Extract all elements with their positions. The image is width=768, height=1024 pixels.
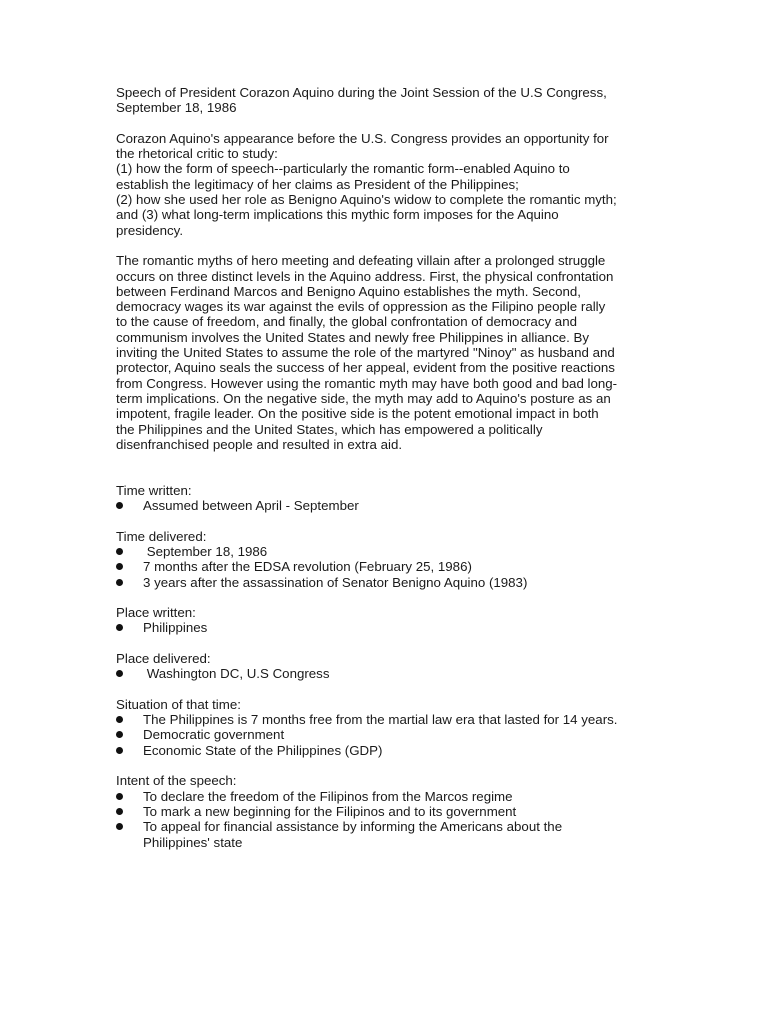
section-label: Situation of that time:	[116, 696, 241, 712]
list-item	[116, 804, 658, 819]
body-line: democracy wages its war against the evils of oppression as the Filipino people rally	[116, 299, 606, 315]
list-item-text: September 18, 1986	[143, 543, 268, 559]
section-label: Intent of the speech:	[116, 773, 237, 789]
body-line: between Ferdinand Marcos and Benigno Aquino establishes the myth. Second,	[116, 283, 581, 299]
list-item-text: To mark a new beginning for the Filipinos and to its government	[143, 803, 517, 819]
bullet-icon	[116, 548, 123, 555]
bullet-list	[116, 620, 658, 635]
intro-line: (2) how she used her role as Benigno Aquino's widow to complete the romantic myth;	[116, 192, 617, 208]
spacer	[116, 467, 658, 482]
intro-line: and (3) what long-term implications this mythic form imposes for the Aquino	[116, 207, 559, 223]
intro-paragraph	[116, 131, 658, 238]
body-line: to the cause of freedom, and finally, the global confrontation of democracy and	[116, 314, 577, 330]
section-label: Place written:	[116, 605, 196, 621]
bullet-icon	[116, 793, 123, 800]
bullet-icon	[116, 747, 123, 754]
bullet-icon	[116, 716, 123, 723]
list-item	[116, 544, 658, 559]
list-item-text: 3 years after the assassination of Senator Benigno Aquino (1983)	[143, 574, 528, 590]
intro-line: (1) how the form of speech--particularly the romantic form--enabled Aquino to	[116, 161, 570, 177]
list-item	[116, 743, 658, 758]
list-item-text: Economic State of the Philippines (GDP)	[143, 742, 383, 758]
bullet-list	[116, 712, 658, 758]
section-intent	[116, 773, 658, 849]
list-item	[116, 498, 658, 513]
body-line: impotent, fragile leader. On the positive side is the potent emotional impact in both	[116, 406, 599, 422]
list-item	[116, 712, 658, 727]
list-item-text: Philippines	[143, 620, 208, 636]
list-item	[116, 727, 658, 742]
list-item-text: Democratic government	[143, 727, 285, 743]
bullet-icon	[116, 731, 123, 738]
intro-line: Corazon Aquino's appearance before the U.S. Congress provides an opportunity for	[116, 130, 609, 146]
section-place-written	[116, 605, 658, 636]
intro-line: presidency.	[116, 222, 184, 238]
bullet-icon	[116, 579, 123, 586]
section-time-written	[116, 483, 658, 514]
body-line: inviting the United States to assume the role of the martyred "Ninoy" as husband and	[116, 345, 615, 361]
section-place-delivered	[116, 651, 658, 682]
section-situation	[116, 697, 658, 758]
bullet-list	[116, 789, 658, 850]
list-item-text-continued: Philippines' state	[143, 834, 243, 850]
body-paragraph	[116, 253, 658, 452]
document-title	[116, 85, 658, 116]
body-line: disenfranchised people and resulted in extra aid.	[116, 436, 403, 452]
body-line: protector, Aquino seals the success of her appeal, evident from the positive reactions	[116, 360, 615, 376]
bullet-list	[116, 498, 658, 513]
body-line: from Congress. However using the romantic myth may have both good and bad long-	[116, 375, 618, 391]
bullet-icon	[116, 502, 123, 509]
bullet-icon	[116, 670, 123, 677]
list-item-text: To appeal for financial assistance by informing the Americans about the	[143, 819, 563, 835]
list-item-text: The Philippines is 7 months free from the martial law era that lasted for 14 years.	[143, 712, 618, 728]
section-label: Time delivered:	[116, 528, 207, 544]
section-label: Time written:	[116, 482, 192, 498]
list-item	[116, 559, 658, 574]
list-item-text: To declare the freedom of the Filipinos from the Marcos regime	[143, 788, 513, 804]
body-line: communism involves the United States and newly free Philippines in alliance. By	[116, 329, 590, 345]
body-line: term implications. On the negative side, the myth may add to Aquino's posture as an	[116, 390, 611, 406]
bullet-icon	[116, 808, 123, 815]
section-label: Place delivered:	[116, 650, 211, 666]
section-time-delivered	[116, 529, 658, 590]
body-line: The romantic myths of hero meeting and defeating villain after a prolonged struggle	[116, 253, 606, 269]
list-item-text: Washington DC, U.S Congress	[143, 666, 330, 682]
list-item	[116, 819, 658, 850]
body-line: the Philippines and the United States, which has empowered a politically	[116, 421, 543, 437]
list-item	[116, 789, 658, 804]
list-item-text: Assumed between April - September	[143, 498, 359, 514]
title-line: September 18, 1986	[116, 100, 237, 116]
list-item	[116, 575, 658, 590]
bullet-icon	[116, 563, 123, 570]
bullet-list	[116, 666, 658, 681]
list-item-text: 7 months after the EDSA revolution (February 25, 1986)	[143, 559, 472, 575]
bullet-icon	[116, 624, 123, 631]
intro-line: the rhetorical critic to study:	[116, 146, 278, 162]
title-line: Speech of President Corazon Aquino during the Joint Session of the U.S Congress,	[116, 85, 607, 100]
intro-line: establish the legitimacy of her claims as President of the Philippines;	[116, 176, 519, 192]
body-line: occurs on three distinct levels in the Aquino address. First, the physical confrontation	[116, 268, 614, 284]
bullet-icon	[116, 823, 123, 830]
list-item	[116, 666, 658, 681]
list-item	[116, 620, 658, 635]
bullet-list	[116, 544, 658, 590]
